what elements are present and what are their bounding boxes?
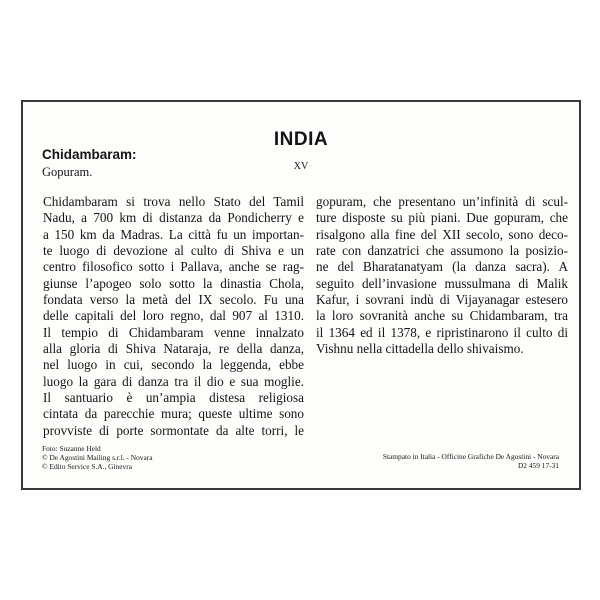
text-line: alla gloria di Shiva Nataraja, re della danza,	[43, 341, 304, 357]
text-line: seguito dell’invasione mussulmana di Malik	[316, 275, 568, 291]
text-line: rate con danzatrici che assumono la posizio-	[316, 243, 568, 259]
text-line: Vishnu nella cittadella dello shivaismo.	[316, 341, 524, 357]
text-line: centro filosofico sotto i Pallava, anche se rag-	[43, 259, 304, 275]
card-code: D2 459 17-31	[517, 461, 559, 471]
text-line: risalgono alla fine del XII secolo, sono deco-	[316, 226, 568, 242]
text-line: Il tempio di Chidambaram venne innalzato	[43, 324, 304, 340]
text-line: ne del Bharatanatyam (la danza sacra). A	[316, 259, 568, 275]
text-line: luogo la gara di danza tra il dio e sua moglie.	[43, 373, 304, 389]
text-line: te luogo di devozione al culto di Shiva e un	[43, 243, 304, 259]
volume-number: XV	[293, 161, 309, 172]
text-column-right	[316, 194, 568, 357]
text-line: giunse l’apogeo solo sotto la dinastia Chola,	[43, 275, 304, 291]
text-line: a 150 km da Madras. La città fu un importan-	[43, 226, 304, 242]
printer-line: Stampato in Italia - Officine Grafiche De Agostini - Novara	[382, 452, 559, 461]
text-line: Nadu, a 700 km di distanza da Pondicherry e	[43, 210, 304, 226]
print-info-block	[383, 452, 559, 470]
text-line: Il santuario è un’ampia distesa religiosa	[43, 390, 304, 406]
credits-block	[42, 444, 153, 472]
text-line: ture disposte su più piani. Due gopuram, che	[316, 210, 568, 226]
info-card	[21, 100, 581, 490]
card-title: INDIA	[273, 129, 329, 150]
subject-label: Gopuram.	[42, 165, 93, 179]
text-line: fondata verso la metà del IX secolo. Fu una	[43, 292, 304, 308]
text-line: delle capitali del loro regno, dal 907 al 1310.	[43, 308, 304, 324]
copyright-line: © Edito Service S.A., Ginevra	[42, 462, 132, 472]
text-line: il 1364 ed il 1378, e ripristinarono il culto di	[316, 324, 568, 340]
photo-credit: Foto: Suzanne Held	[42, 444, 101, 453]
text-column-left	[43, 194, 304, 439]
text-line: nel luogo in cui, secondo la leggenda, ebbe	[43, 357, 304, 373]
text-line: la loro sovranità anche su Chidambaram, tra	[316, 308, 568, 324]
place-name: Chidambaram:	[42, 147, 137, 162]
text-line: Kafur, i sovrani indù di Vijayanagar estesero	[316, 292, 568, 308]
copyright-line: © De Agostini Mailing s.r.l. - Novara	[42, 453, 153, 463]
text-line: Chidambaram si trova nello Stato del Tamil	[43, 194, 304, 209]
text-line: cintata da parecchie mura; queste ultime sono	[43, 406, 304, 422]
text-line: provviste di porte sormontate da alte torri, le	[43, 422, 304, 438]
text-line: gopuram, che presentano un’infinità di scul-	[316, 194, 568, 209]
